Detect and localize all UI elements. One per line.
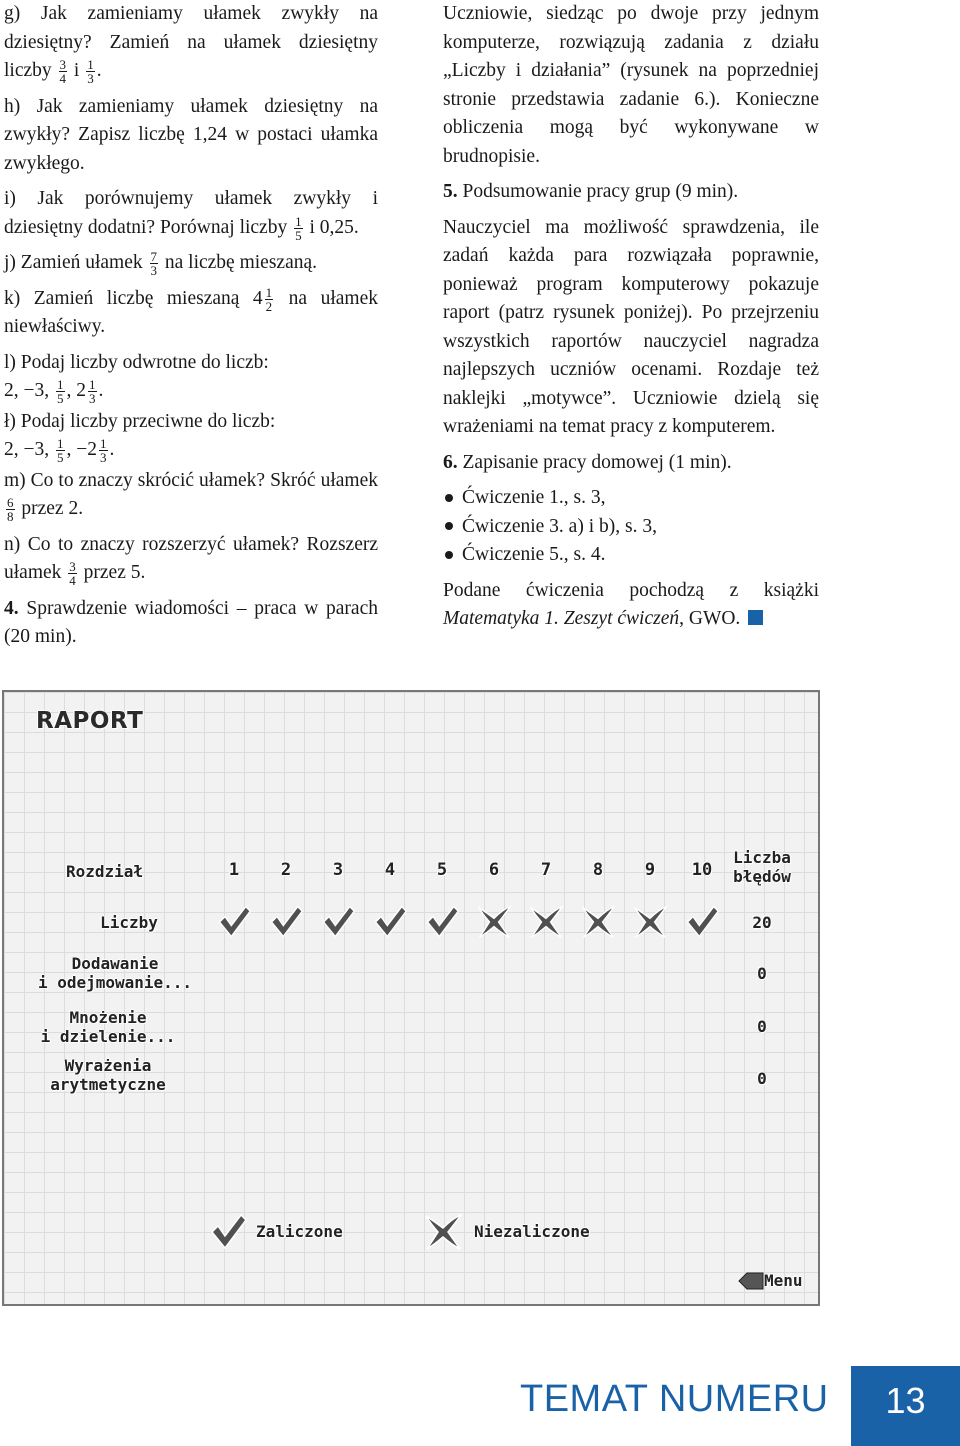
fraction: $\frac{1}{5}$ xyxy=(57,377,64,407)
task-number: 10 xyxy=(691,860,713,880)
check-icon xyxy=(372,904,408,940)
fraction: $\frac{1}{3}$ xyxy=(89,377,96,407)
check-icon xyxy=(268,904,304,940)
exercise-g: g) Jak zamieniamy ułamek zwykły na dziesiętny? Zamień na ułamek dziesiętny liczby $\frac{3}{4}$ i $\frac{1}{3}$ . xyxy=(4,3,378,87)
exercise-i: i) Jak porównujemy ułamek zwykły i dziesiętny dodatni? Porównaj liczby $\frac{1}{5}$ i 0,25. xyxy=(4,188,378,243)
task-number: 9 xyxy=(644,860,656,880)
exercise-h: h) Jak zamieniamy ułamek dziesiętny na zwykły? Zapisz liczbę 1,24 w postaci ułamka zwykłego. xyxy=(4,95,378,174)
check-icon xyxy=(208,1212,248,1252)
exercise-g-text: g) Jak zamieniamy ułamek zwykły na dziesiętny? Zamień na ułamek dziesiętny liczby xyxy=(4,3,378,81)
fraction: $\frac{6}{8}$ xyxy=(7,495,14,525)
menu-button[interactable] xyxy=(738,1270,808,1292)
task-number: 7 xyxy=(540,860,552,880)
fraction: $\frac{1}{3}$ xyxy=(87,57,94,87)
check-icon xyxy=(424,904,460,940)
task-number: 2 xyxy=(280,860,292,880)
exercise-j: j) Zamień ułamek $\frac{7}{3}$ na liczbę mieszaną. xyxy=(4,249,317,279)
menu-label: Menu xyxy=(764,1271,803,1290)
errors-column-header: Liczba błędów xyxy=(733,848,791,886)
legend-fail: Niezaliczone xyxy=(474,1222,590,1241)
bullet-icon xyxy=(445,522,453,530)
error-count: 0 xyxy=(757,964,767,983)
row-label-wyrazenia: Wyrażenia arytmetyczne xyxy=(50,1056,166,1094)
cross-icon xyxy=(528,904,564,940)
report-screenshot xyxy=(2,690,820,1306)
legend-pass: Zaliczone xyxy=(256,1222,343,1241)
section-4-heading: 4. Sprawdzenie wiadomości – praca w parach (20 min). xyxy=(4,597,378,647)
end-of-article-icon xyxy=(748,610,763,625)
cross-icon xyxy=(476,904,512,940)
exercise-n: n) Co to znaczy rozszerzyć ułamek? Rozszerz ułamek $\frac{3}{4}$ przez 5. xyxy=(4,533,378,589)
check-icon xyxy=(684,904,720,940)
fraction: $\frac{1}{5}$ xyxy=(295,213,302,243)
task-number: 6 xyxy=(488,860,500,880)
row-label-dodawanie: Dodawanie i odejmowanie... xyxy=(37,954,193,992)
list-item: Ćwiczenie 1., s. 3, xyxy=(443,484,819,513)
fraction: $\frac{3}{4}$ xyxy=(69,559,76,589)
chapter-column-header: Rozdział xyxy=(66,862,144,881)
cross-icon xyxy=(422,1212,464,1252)
fraction: $\frac{1}{3}$ xyxy=(100,436,107,466)
paragraph-teacher: Nauczyciel ma możliwość sprawdzenia, ile zadań każda para rozwiązała poprawnie, ponieważ program komputerowy pokazuje raport (patrz rysunek poniżej). Po przejrzeniu wszystkich raportów nauczyciel nagradza najlepszych uczniów ocenami. Rozdaje też naklejki „motywce”. Uczniowie dzielą się wrażeniami na temat pracy z komputerem. xyxy=(443,216,819,437)
source-note: Podane ćwiczenia pochodzą z książki Matematyka 1. Zeszyt ćwiczeń, GWO. xyxy=(443,579,819,629)
task-number: 3 xyxy=(332,860,344,880)
fraction: $\frac{7}{3}$ xyxy=(150,249,157,279)
cross-icon xyxy=(580,904,616,940)
arrow-left-icon xyxy=(738,1272,764,1290)
error-count: 0 xyxy=(757,1017,767,1036)
exercise-m: m) Co to znaczy skrócić ułamek? Skróć ułamek $\frac{6}{8}$ przez 2. xyxy=(4,469,378,525)
task-number: 5 xyxy=(436,860,448,880)
fraction: $\frac{3}{4}$ xyxy=(59,57,67,87)
exercise-k: k) Zamień liczbę mieszaną 4 $\frac{1}{2}$ na ułamek niewłaściwy. xyxy=(4,284,378,337)
list-item: Ćwiczenie 3. a) i b), s. 3, xyxy=(443,513,819,542)
list-item: Ćwiczenie 5., s. 4. xyxy=(443,541,819,570)
fraction: $\frac{1}{2}$ xyxy=(265,284,273,314)
error-count: 20 xyxy=(752,913,772,932)
bullet-icon xyxy=(445,494,453,502)
error-count: 0 xyxy=(757,1069,767,1088)
section-title: TEMAT NUMERU xyxy=(520,1378,829,1420)
report-title: RAPORT xyxy=(36,708,144,734)
section-5-heading: 5. Podsumowanie pracy grup (9 min). xyxy=(443,181,739,202)
paragraph-students: Uczniowie, siedząc po dwoje przy jednym komputerze, rozwiązują zadania z działu „Liczby i działania” (rysunek na poprzedniej stronie przedstawia zadanie 6.). Konieczne obliczenia mogą być wykonywane w brudnopisie. xyxy=(443,3,819,167)
exercise-l: l) Podaj liczby odwrotne do liczb: 2, −3, $\frac{1}{5}$ , 2 $\frac{1}{3}$ . xyxy=(4,351,269,407)
right-column xyxy=(443,0,819,641)
row-label-mnozenie: Mnożenie i dzielenie... xyxy=(40,1008,176,1046)
homework-list xyxy=(443,484,819,570)
cross-icon xyxy=(632,904,668,940)
task-number: 8 xyxy=(592,860,604,880)
check-icon xyxy=(320,904,356,940)
page-number: 13 xyxy=(851,1366,960,1446)
check-icon xyxy=(216,904,252,940)
row-label-liczby: Liczby xyxy=(100,913,158,932)
task-number: 4 xyxy=(384,860,396,880)
task-number: 1 xyxy=(228,860,240,880)
bullet-icon xyxy=(445,551,453,559)
left-column xyxy=(4,0,378,659)
fraction: $\frac{1}{5}$ xyxy=(57,436,64,466)
section-6-heading: 6. Zapisanie pracy domowej (1 min). xyxy=(443,451,732,473)
exercise-l-stroke: ł) Podaj liczby przeciwne do liczb: 2, −3, $\frac{1}{5}$ , −2 $\frac{1}{3}$ . xyxy=(4,410,276,466)
